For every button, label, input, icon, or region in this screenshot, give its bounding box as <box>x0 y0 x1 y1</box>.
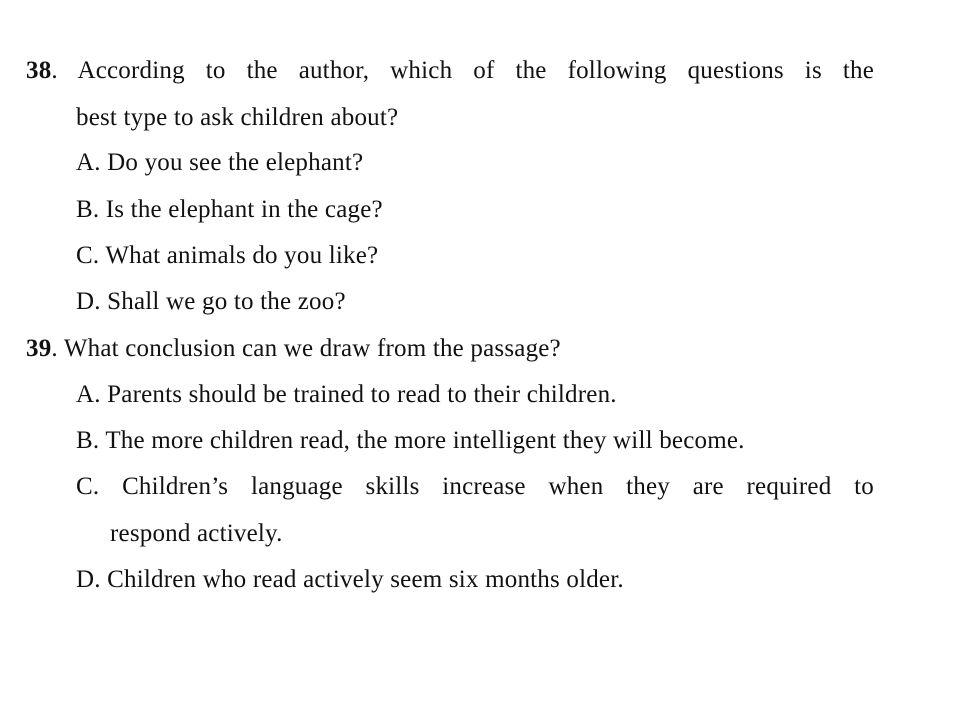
option-text: Shall we go to the zoo? <box>107 288 346 315</box>
option-letter: D. <box>76 566 101 593</box>
option-text: Children who read actively seem six months older. <box>107 566 624 593</box>
option-letter: D. <box>76 288 101 315</box>
option-d[interactable] <box>76 287 346 317</box>
option-text: The more children read, the more intelligent they will become. <box>105 427 745 454</box>
option-letter: B. <box>76 196 100 223</box>
option-text: What animals do you like? <box>105 242 379 269</box>
option-c[interactable] <box>76 241 378 271</box>
question-39-stem <box>26 334 561 364</box>
question-38-stem <box>26 56 874 86</box>
question-38-stem-continued: best type to ask children about? <box>76 104 399 131</box>
option-letter: A. <box>76 381 101 408</box>
question-number: 39 <box>26 335 52 362</box>
option-c-continued: respond actively. <box>110 520 283 547</box>
option-a[interactable] <box>76 148 363 178</box>
question-stem-text: . According to the author, which of the following questions is the <box>51 57 874 84</box>
option-b[interactable] <box>76 195 383 225</box>
option-text: Children’s language skills increase when they are required to <box>122 473 874 500</box>
option-text: Parents should be trained to read to their children. <box>107 381 617 408</box>
option-c[interactable] <box>76 472 874 502</box>
option-d[interactable] <box>76 565 624 595</box>
option-text: Is the elephant in the cage? <box>105 196 383 223</box>
question-stem-text: . What conclusion can we draw from the passage? <box>51 335 561 362</box>
option-letter: C. <box>76 242 100 269</box>
option-b[interactable] <box>76 426 745 456</box>
option-letter: C. <box>76 473 100 500</box>
question-number: 38 <box>26 57 52 84</box>
option-letter: B. <box>76 427 100 454</box>
option-text: Do you see the elephant? <box>107 149 364 176</box>
option-letter: A. <box>76 149 101 176</box>
option-a[interactable] <box>76 380 617 410</box>
